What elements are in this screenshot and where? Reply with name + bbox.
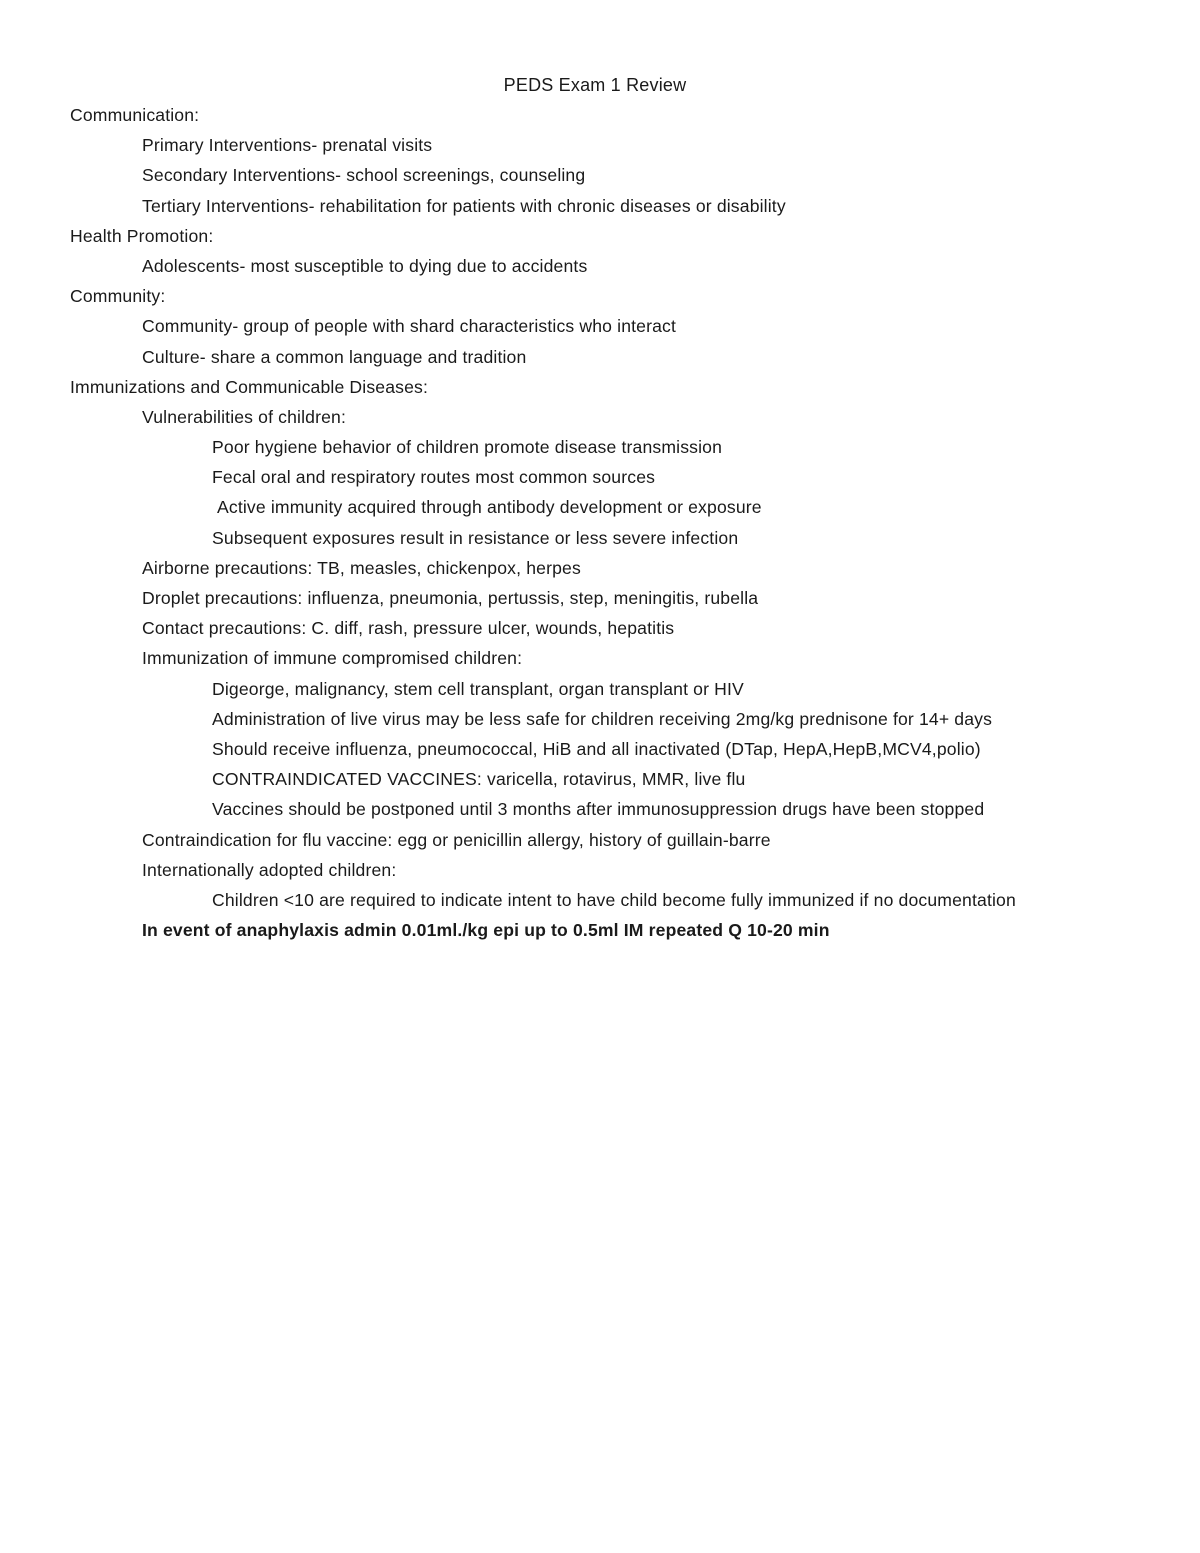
note-line: Adolescents- most susceptible to dying due to accidents — [142, 255, 588, 276]
note-line: Digeorge, malignancy, stem cell transplant, organ transplant or HIV — [212, 678, 744, 699]
subheading-immune-compromised: Immunization of immune compromised children: — [142, 648, 523, 669]
subheading-international-adoption: Internationally adopted children: — [142, 859, 397, 880]
note-line: Contact precautions: C. diff, rash, pressure ulcer, wounds, hepatitis — [142, 618, 675, 639]
note-line: Airborne precautions: TB, measles, chickenpox, herpes — [142, 557, 581, 578]
document-title: PEDS Exam 1 Review — [503, 75, 687, 95]
section-heading-health-promotion: Health Promotion: — [70, 225, 214, 246]
subheading-vulnerabilities: Vulnerabilities of children: — [142, 406, 347, 427]
note-line: Community- group of people with shard characteristics who interact — [142, 316, 677, 337]
section-heading-community: Community: — [70, 286, 166, 307]
note-line: Administration of live virus may be less safe for children receiving 2mg/kg prednisone for 14+ days — [212, 708, 993, 729]
note-line: CONTRAINDICATED VACCINES: varicella, rotavirus, MMR, live flu — [212, 769, 746, 790]
note-line: Secondary Interventions- school screenings, counseling — [142, 165, 586, 186]
note-line: Contraindication for flu vaccine: egg or penicillin allergy, history of guillain-barre — [142, 829, 771, 850]
note-line: Active immunity acquired through antibody development or exposure — [217, 497, 762, 518]
section-heading-communication: Communication: — [70, 105, 200, 125]
note-line: Vaccines should be postponed until 3 months after immunosuppression drugs have been stopped — [212, 799, 985, 820]
note-line: Tertiary Interventions- rehabilitation for patients with chronic diseases or disability — [142, 195, 786, 216]
note-line: Should receive influenza, pneumococcal, HiB and all inactivated (DTap, HepA,HepB,MCV4,polio) — [212, 738, 981, 759]
note-line: Subsequent exposures result in resistance or less severe infection — [212, 527, 739, 548]
note-line: Primary Interventions- prenatal visits — [142, 135, 433, 156]
notes-list — [0, 100, 1200, 945]
section-heading-immunizations: Immunizations and Communicable Diseases: — [70, 376, 429, 397]
note-line: Fecal oral and respiratory routes most common sources — [212, 467, 656, 488]
anaphylaxis-note: In event of anaphylaxis admin 0.01ml./kg epi up to 0.5ml IM repeated Q 10-20 min — [142, 920, 830, 941]
note-line: Droplet precautions: influenza, pneumonia, pertussis, step, meningitis, rubella — [142, 588, 759, 608]
note-line: Poor hygiene behavior of children promote disease transmission — [212, 437, 723, 458]
note-line: Culture- share a common language and tradition — [142, 346, 527, 367]
note-line: Children <10 are required to indicate intent to have child become fully immunized if no documentation — [212, 889, 1016, 910]
